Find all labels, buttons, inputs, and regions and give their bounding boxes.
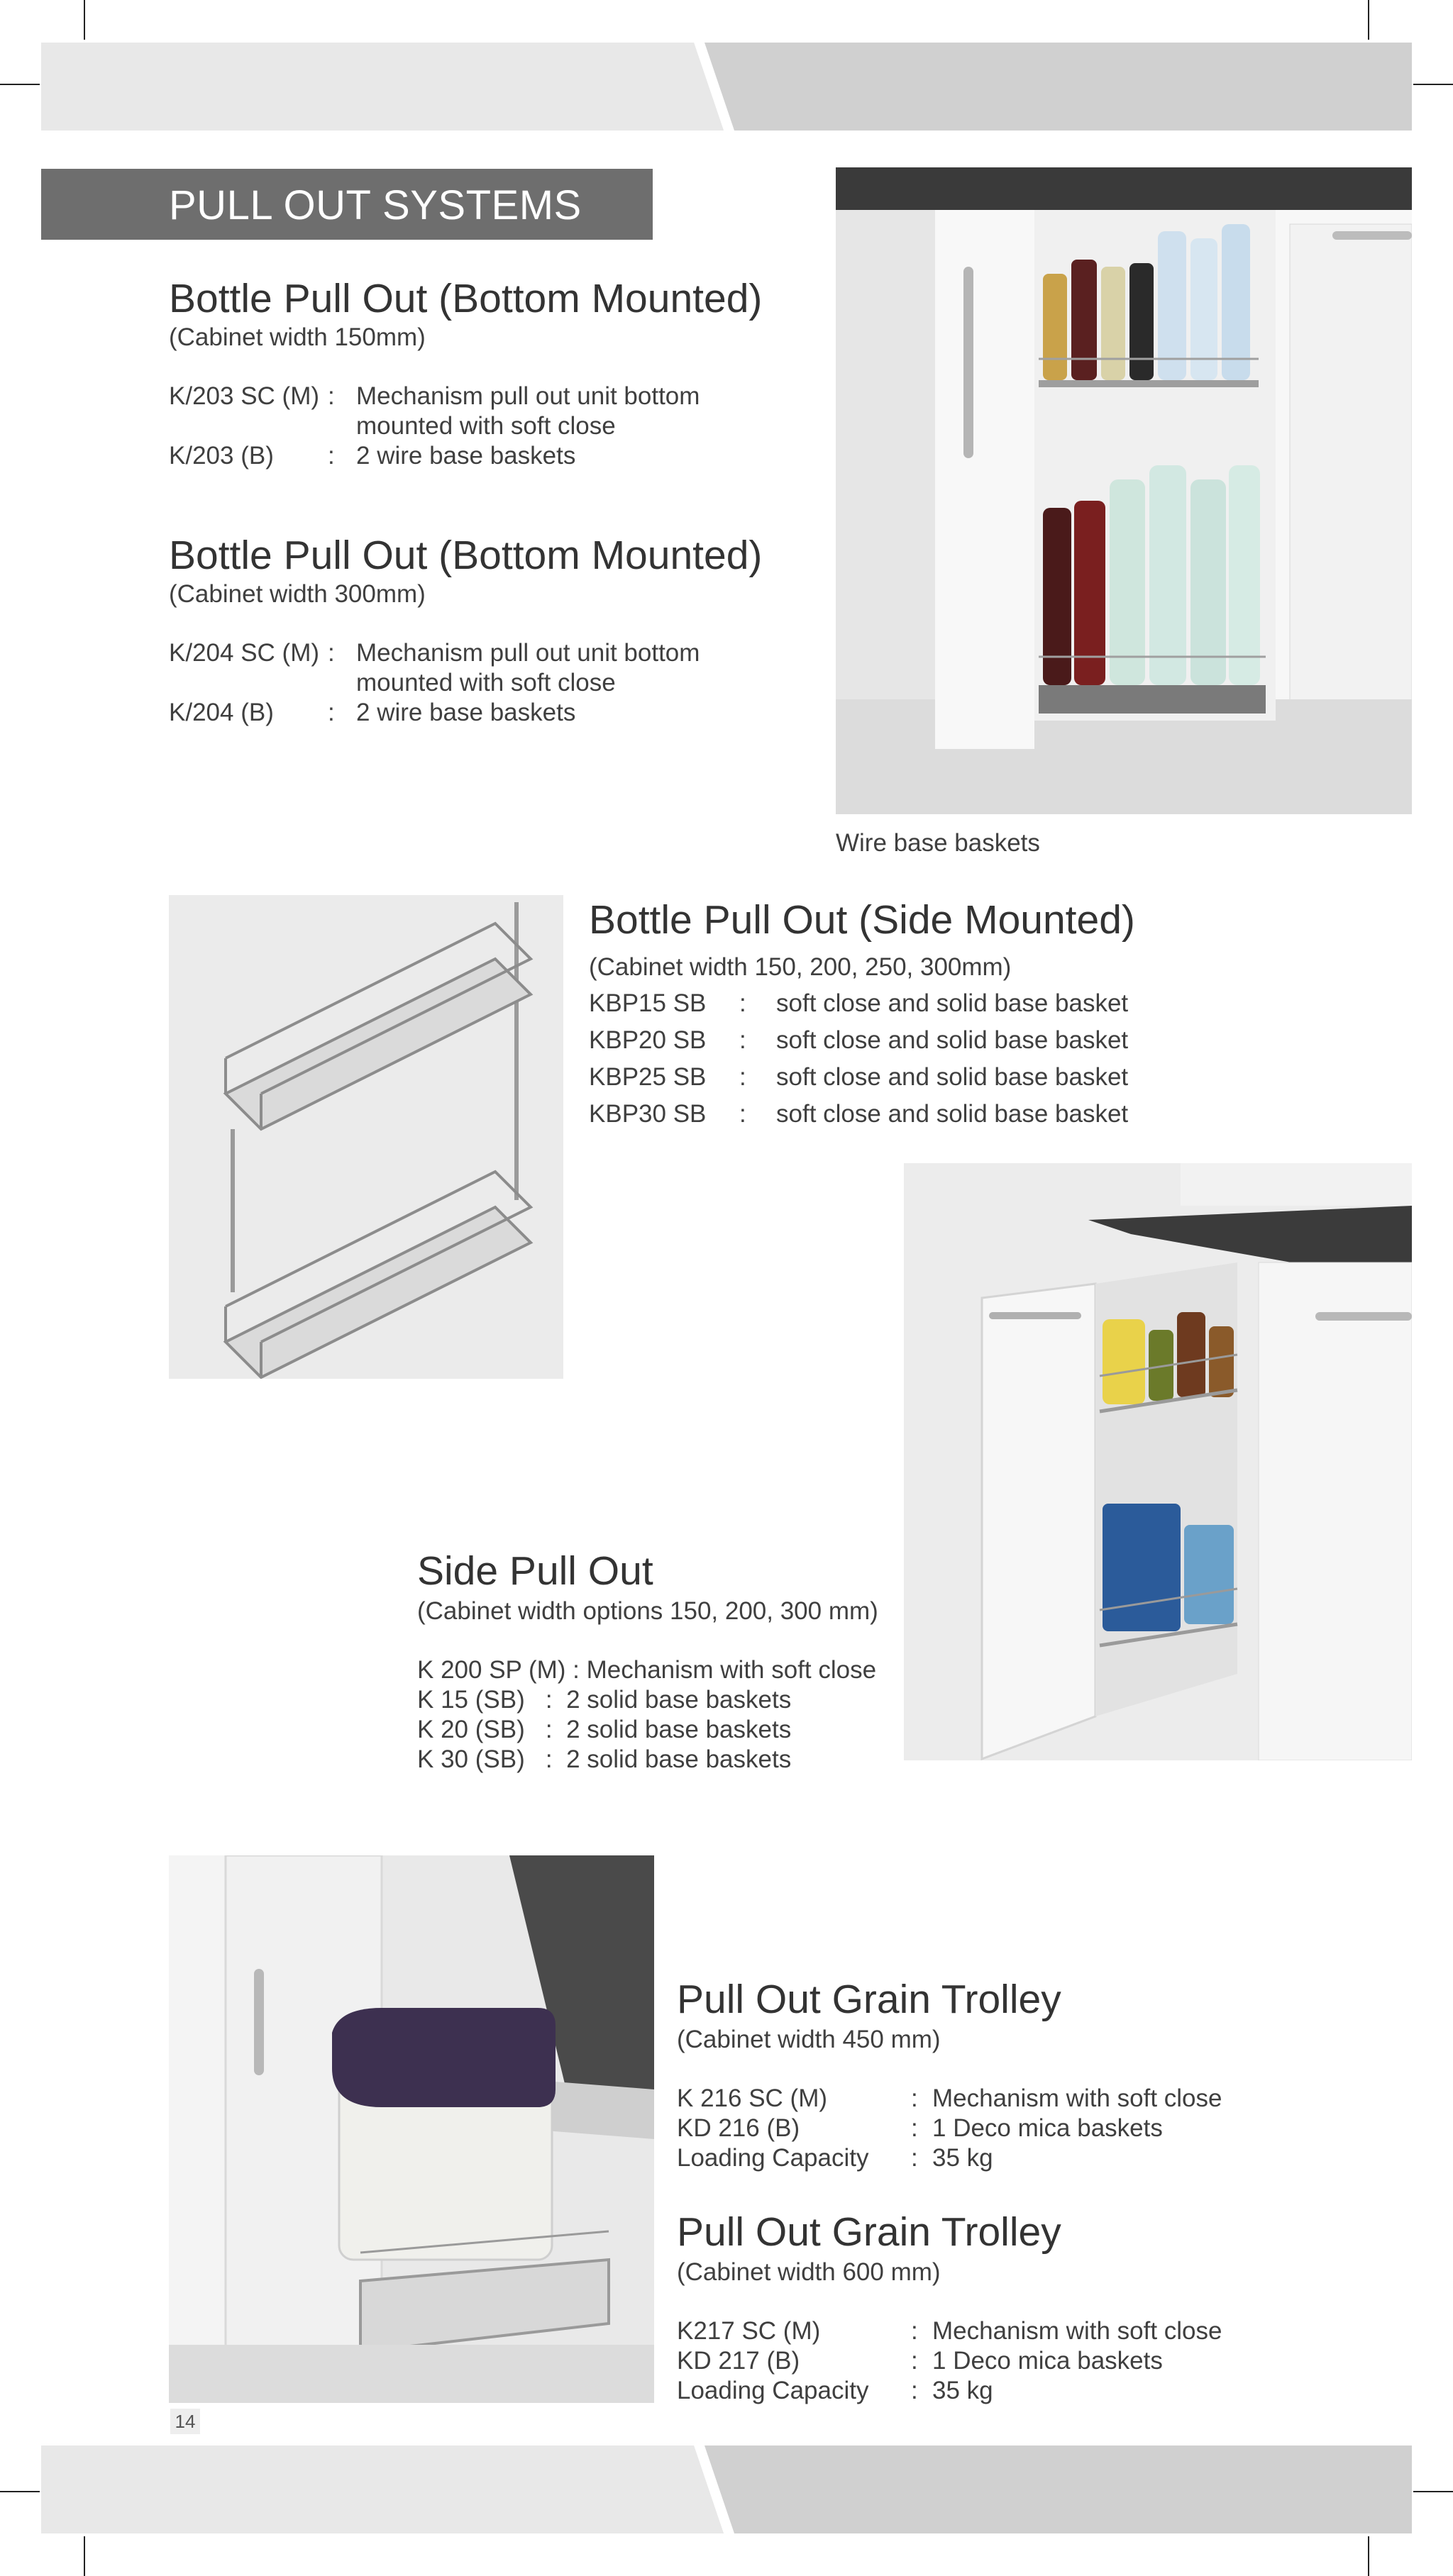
product-title: Bottle Pull Out (Side Mounted) xyxy=(589,897,1135,943)
separator: : xyxy=(911,2347,918,2375)
product-desc: 2 wire base baskets xyxy=(356,699,576,726)
section-title: PULL OUT SYSTEMS xyxy=(169,182,582,228)
separator: : xyxy=(328,442,335,470)
separator: : xyxy=(739,989,746,1017)
side-mounted-basket-photo xyxy=(169,895,563,1379)
separator: : xyxy=(328,639,335,667)
product-desc: 2 wire base baskets xyxy=(356,442,576,470)
product-line: K 200 SP (M) : Mechanism with soft close xyxy=(417,1656,877,1684)
page-number: 14 xyxy=(170,2409,200,2434)
product-code: KBP20 SB xyxy=(589,1026,707,1054)
separator: : xyxy=(911,2377,918,2404)
product-desc: soft close and solid base basket xyxy=(776,1026,1129,1054)
product-code: K/204 SC (M) xyxy=(169,639,319,667)
bottle-pullout-photo xyxy=(836,167,1412,814)
product-desc: 1 Deco mica baskets xyxy=(932,2347,1163,2375)
photo-caption: Wire base baskets xyxy=(836,829,1040,857)
product-desc: mounted with soft close xyxy=(356,412,616,440)
product-desc: soft close and solid base basket xyxy=(776,989,1129,1017)
crop-mark xyxy=(84,0,85,40)
product-code: KBP15 SB xyxy=(589,989,707,1017)
product-desc: 35 kg xyxy=(932,2377,993,2404)
product-line: K 15 (SB) : 2 solid base baskets xyxy=(417,1686,792,1714)
header-band-graphic xyxy=(41,43,1412,131)
product-code: K/203 SC (M) xyxy=(169,382,319,410)
product-line: K 20 (SB) : 2 solid base baskets xyxy=(417,1716,792,1743)
product-code: K/203 (B) xyxy=(169,442,274,470)
crop-mark xyxy=(1368,2536,1369,2576)
product-title: Pull Out Grain Trolley xyxy=(677,2209,1061,2255)
product-title: Bottle Pull Out (Bottom Mounted) xyxy=(169,533,763,578)
product-desc: 35 kg xyxy=(932,2144,993,2172)
separator: : xyxy=(739,1100,746,1128)
crop-mark xyxy=(84,2536,85,2576)
section-title-bar xyxy=(41,169,653,240)
product-code: KD 217 (B) xyxy=(677,2347,800,2375)
product-code: Loading Capacity xyxy=(677,2144,869,2172)
crop-mark xyxy=(0,2491,40,2492)
product-code: KBP30 SB xyxy=(589,1100,707,1128)
product-title: Bottle Pull Out (Bottom Mounted) xyxy=(169,276,763,321)
product-subtitle: (Cabinet width 600 mm) xyxy=(677,2258,941,2286)
product-desc: mounted with soft close xyxy=(356,669,616,696)
separator: : xyxy=(328,382,335,410)
separator: : xyxy=(328,699,335,726)
separator: : xyxy=(911,2114,918,2142)
separator: : xyxy=(911,2084,918,2112)
product-code: K217 SC (M) xyxy=(677,2317,821,2345)
product-desc: Mechanism with soft close xyxy=(932,2084,1222,2112)
separator: : xyxy=(739,1063,746,1091)
crop-mark xyxy=(1413,84,1453,85)
product-code: KD 216 (B) xyxy=(677,2114,800,2142)
footer-band-graphic xyxy=(41,2445,1412,2533)
crop-mark xyxy=(0,84,40,85)
product-subtitle: (Cabinet width 150mm) xyxy=(169,323,426,351)
footer-band xyxy=(41,2445,1412,2533)
product-code: Loading Capacity xyxy=(677,2377,869,2404)
separator: : xyxy=(739,1026,746,1054)
product-desc: soft close and solid base basket xyxy=(776,1100,1129,1128)
side-pullout-photo xyxy=(904,1163,1412,1760)
separator: : xyxy=(911,2317,918,2345)
product-code: K/204 (B) xyxy=(169,699,274,726)
product-desc: Mechanism pull out unit bottom xyxy=(356,382,700,410)
product-title: Side Pull Out xyxy=(417,1548,653,1594)
product-subtitle: (Cabinet width 150, 200, 250, 300mm) xyxy=(589,953,1012,981)
product-desc: soft close and solid base basket xyxy=(776,1063,1129,1091)
product-desc: 1 Deco mica baskets xyxy=(932,2114,1163,2142)
product-line: K 30 (SB) : 2 solid base baskets xyxy=(417,1745,792,1773)
grain-trolley-photo xyxy=(169,1855,654,2403)
product-desc: Mechanism pull out unit bottom xyxy=(356,639,700,667)
product-subtitle: (Cabinet width 450 mm) xyxy=(677,2026,941,2053)
crop-mark xyxy=(1413,2491,1453,2492)
product-desc: Mechanism with soft close xyxy=(932,2317,1222,2345)
header-band xyxy=(41,43,1412,131)
product-title: Pull Out Grain Trolley xyxy=(677,1977,1061,2022)
product-subtitle: (Cabinet width 300mm) xyxy=(169,580,426,608)
crop-mark xyxy=(1368,0,1369,40)
separator: : xyxy=(911,2144,918,2172)
product-code: K 216 SC (M) xyxy=(677,2084,827,2112)
product-subtitle: (Cabinet width options 150, 200, 300 mm) xyxy=(417,1597,878,1625)
product-code: KBP25 SB xyxy=(589,1063,707,1091)
